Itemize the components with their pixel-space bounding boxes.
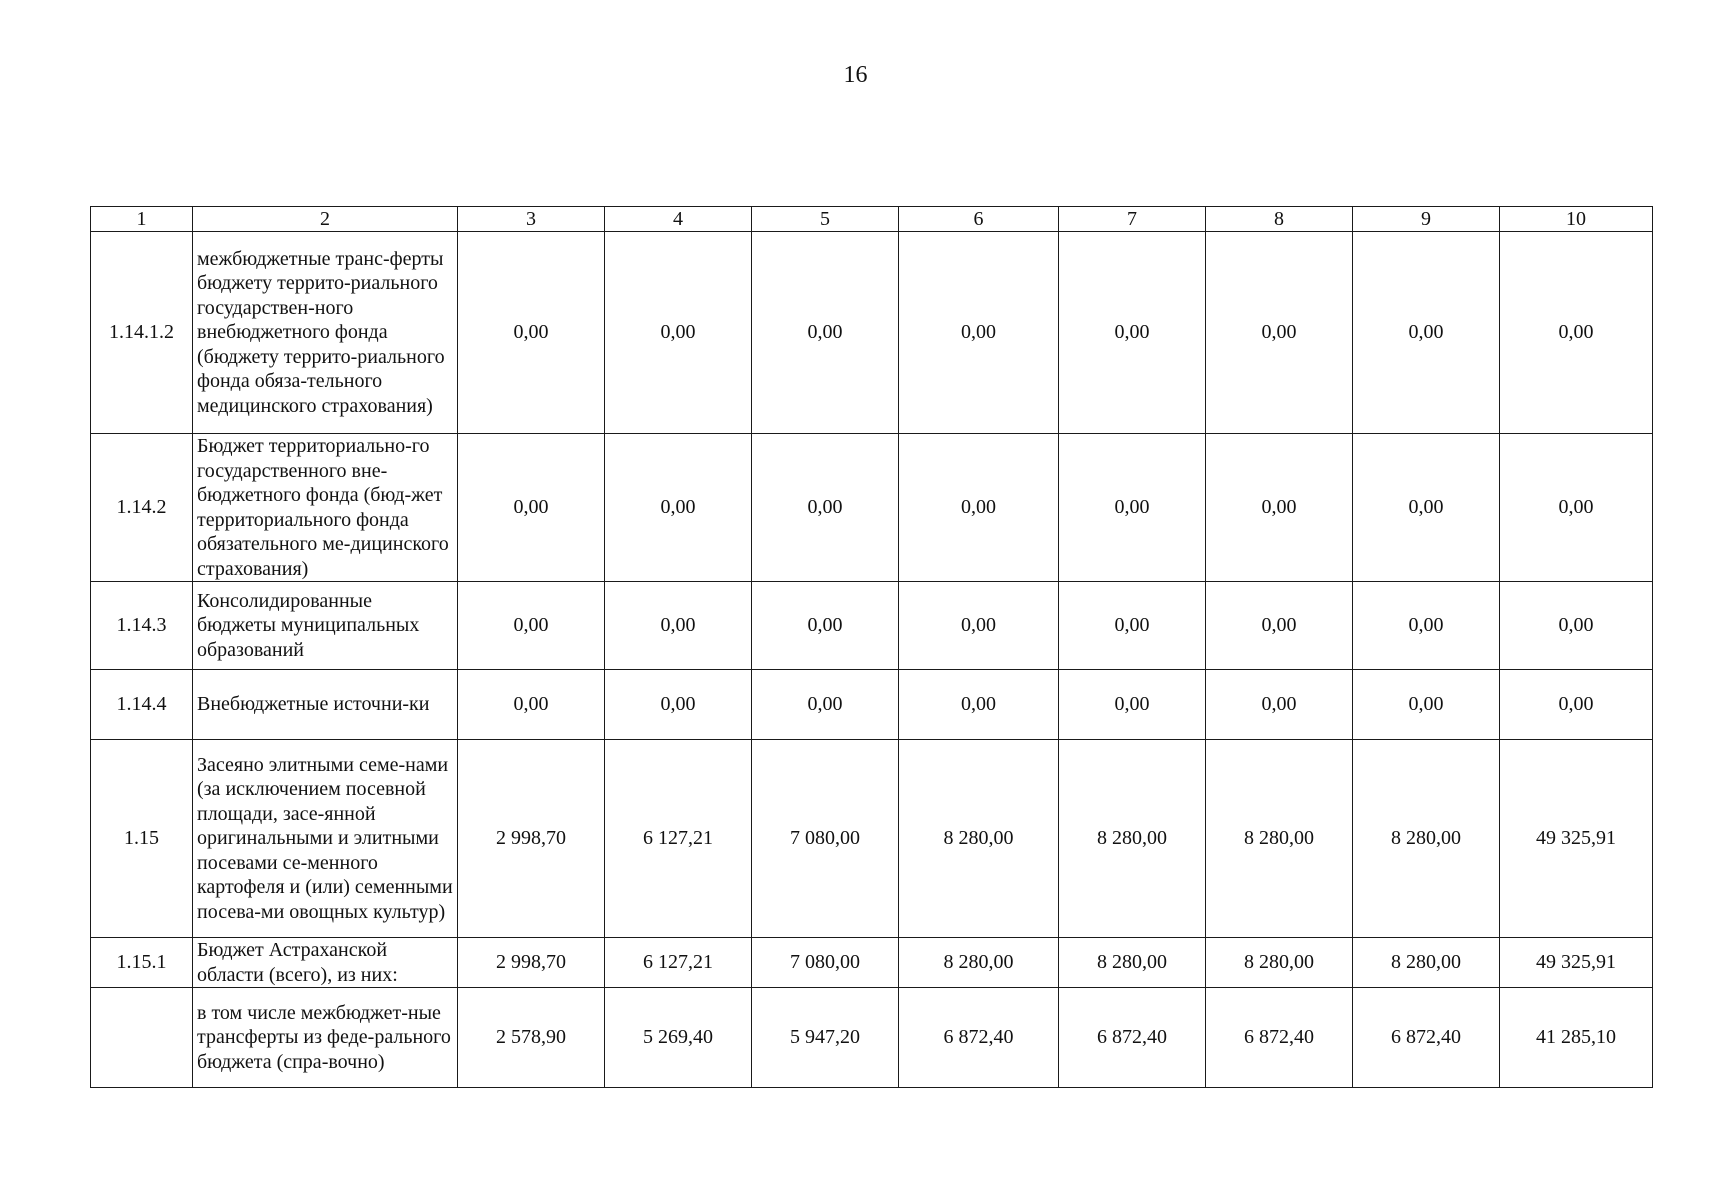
table-row — [91, 938, 1653, 988]
value-cell: 6 872,40 — [1059, 988, 1206, 1088]
value-cell: 6 872,40 — [899, 988, 1059, 1088]
value-cell: 8 280,00 — [1059, 938, 1206, 988]
value-cell: 0,00 — [1206, 232, 1353, 434]
value-cell: 5 269,40 — [605, 988, 752, 1088]
page-number: 16 — [843, 62, 868, 88]
value-cell: 0,00 — [605, 582, 752, 670]
value-cell: 7 080,00 — [752, 740, 899, 938]
value-cell: 8 280,00 — [1206, 938, 1353, 988]
value-cell: 0,00 — [752, 670, 899, 740]
column-header: 4 — [605, 207, 752, 232]
row-code: 1.14.4 — [91, 670, 193, 740]
row-description: Консолидированные бюджеты муниципальных образований — [193, 582, 458, 670]
value-cell: 0,00 — [605, 670, 752, 740]
value-cell: 0,00 — [752, 434, 899, 582]
value-cell: 0,00 — [1500, 434, 1653, 582]
value-cell: 8 280,00 — [1206, 740, 1353, 938]
value-cell: 0,00 — [458, 670, 605, 740]
value-cell: 0,00 — [1500, 582, 1653, 670]
value-cell: 8 280,00 — [1059, 740, 1206, 938]
value-cell: 8 280,00 — [899, 740, 1059, 938]
column-header: 10 — [1500, 207, 1653, 232]
value-cell: 49 325,91 — [1500, 938, 1653, 988]
value-cell: 2 578,90 — [458, 988, 605, 1088]
table-row — [91, 582, 1653, 670]
column-header: 3 — [458, 207, 605, 232]
value-cell: 0,00 — [899, 582, 1059, 670]
row-code: 1.14.2 — [91, 434, 193, 582]
value-cell: 0,00 — [1500, 670, 1653, 740]
value-cell: 0,00 — [1353, 232, 1500, 434]
value-cell: 49 325,91 — [1500, 740, 1653, 938]
table-row — [91, 670, 1653, 740]
value-cell: 0,00 — [899, 232, 1059, 434]
value-cell: 6 127,21 — [605, 938, 752, 988]
row-code: 1.14.3 — [91, 582, 193, 670]
budget-table — [90, 206, 1653, 1088]
value-cell: 8 280,00 — [899, 938, 1059, 988]
value-cell: 0,00 — [458, 434, 605, 582]
value-cell: 0,00 — [605, 434, 752, 582]
value-cell: 7 080,00 — [752, 938, 899, 988]
column-header: 5 — [752, 207, 899, 232]
value-cell: 2 998,70 — [458, 938, 605, 988]
value-cell: 5 947,20 — [752, 988, 899, 1088]
value-cell: 0,00 — [1206, 434, 1353, 582]
value-cell: 8 280,00 — [1353, 740, 1500, 938]
value-cell: 8 280,00 — [1353, 938, 1500, 988]
value-cell: 0,00 — [899, 670, 1059, 740]
value-cell: 0,00 — [1059, 582, 1206, 670]
row-description: Бюджет территориально-го государственного вне-бюджетного фонда (бюд-жет территориального фонда обязательного ме-дицинского страхования) — [193, 434, 458, 582]
row-description: Засеяно элитными семе-нами (за исключением посевной площади, засе-янной оригинальными и элитными посевами се-менного картофеля и (или) семенными посева-ми овощных культур) — [193, 740, 458, 938]
row-code: 1.15 — [91, 740, 193, 938]
row-description: Внебюджетные источни-ки — [193, 670, 458, 740]
row-description: в том числе межбюджет-ные трансферты из феде-рального бюджета (спра-вочно) — [193, 988, 458, 1088]
value-cell: 0,00 — [1500, 232, 1653, 434]
value-cell: 41 285,10 — [1500, 988, 1653, 1088]
value-cell: 0,00 — [458, 232, 605, 434]
row-description: Бюджет Астраханской области (всего), из них: — [193, 938, 458, 988]
column-header: 8 — [1206, 207, 1353, 232]
value-cell: 0,00 — [1353, 670, 1500, 740]
value-cell: 0,00 — [899, 434, 1059, 582]
column-header: 1 — [91, 207, 193, 232]
row-code — [91, 988, 193, 1088]
value-cell: 6 872,40 — [1206, 988, 1353, 1088]
value-cell: 0,00 — [605, 232, 752, 434]
value-cell: 0,00 — [1353, 434, 1500, 582]
value-cell: 0,00 — [1353, 582, 1500, 670]
value-cell: 0,00 — [752, 582, 899, 670]
column-header: 2 — [193, 207, 458, 232]
value-cell: 0,00 — [1206, 670, 1353, 740]
table-row — [91, 988, 1653, 1088]
column-number-row — [91, 207, 1653, 232]
value-cell: 2 998,70 — [458, 740, 605, 938]
value-cell: 0,00 — [458, 582, 605, 670]
row-description: межбюджетные транс-ферты бюджету террито-риального государствен-ного внебюджетного фонда (бюджету террито-риального фонда обяза-тельного медицинского страхования) — [193, 232, 458, 434]
value-cell: 0,00 — [1059, 670, 1206, 740]
table-row — [91, 434, 1653, 582]
column-header: 9 — [1353, 207, 1500, 232]
value-cell: 0,00 — [1059, 434, 1206, 582]
row-code: 1.14.1.2 — [91, 232, 193, 434]
table-row — [91, 232, 1653, 434]
table-row — [91, 740, 1653, 938]
value-cell: 0,00 — [1059, 232, 1206, 434]
value-cell: 6 127,21 — [605, 740, 752, 938]
row-code: 1.15.1 — [91, 938, 193, 988]
value-cell: 0,00 — [752, 232, 899, 434]
value-cell: 6 872,40 — [1353, 988, 1500, 1088]
column-header: 7 — [1059, 207, 1206, 232]
column-header: 6 — [899, 207, 1059, 232]
value-cell: 0,00 — [1206, 582, 1353, 670]
